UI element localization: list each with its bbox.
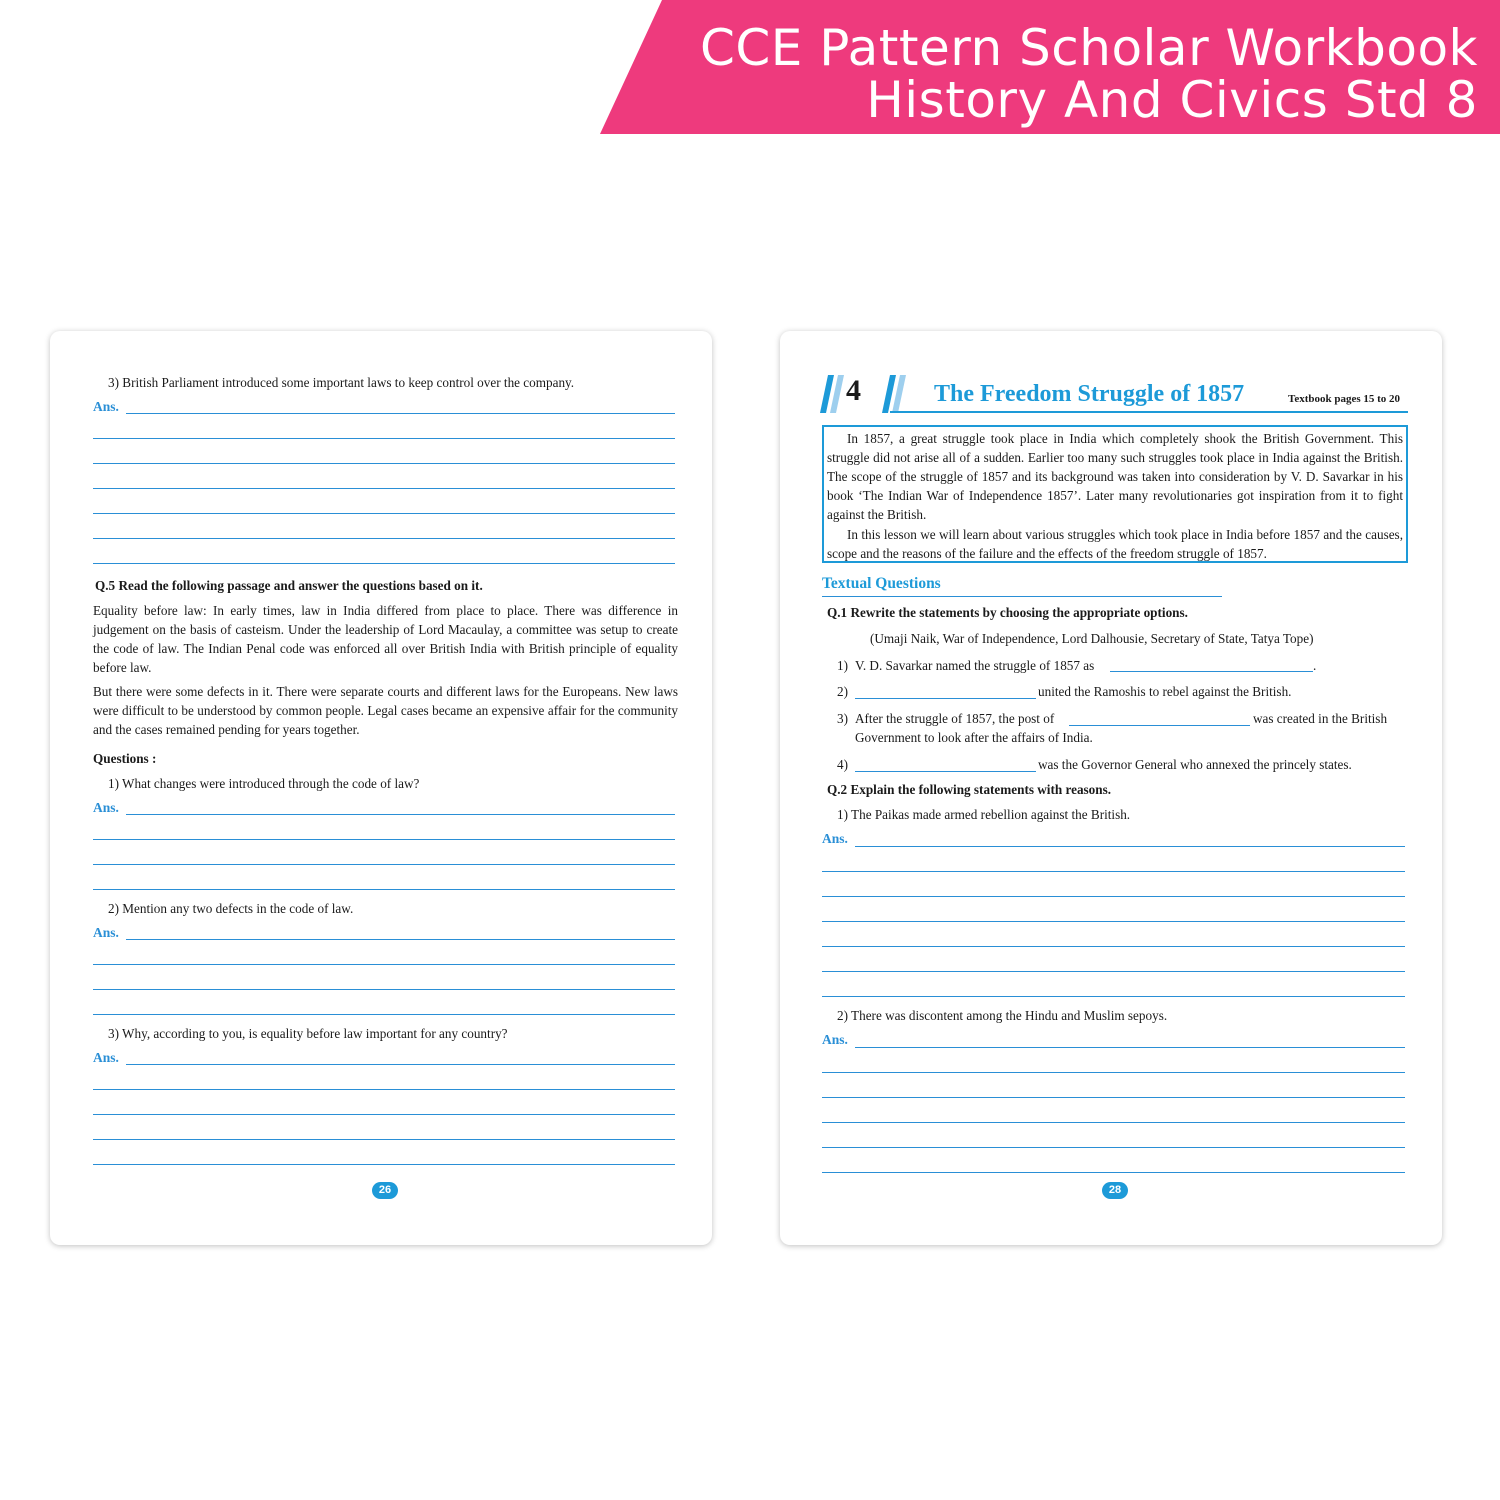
statement-number: 3)	[837, 711, 848, 726]
question-item: 2) Mention any two defects in the code of law.	[108, 901, 354, 916]
fill-blank[interactable]	[1069, 725, 1250, 726]
answer-line[interactable]	[93, 513, 675, 514]
answer-label: Ans.	[93, 399, 119, 414]
answer-label: Ans.	[93, 800, 119, 815]
answer-line[interactable]	[93, 839, 675, 840]
answer-line[interactable]	[93, 1089, 675, 1090]
passage-paragraph: But there were some defects in it. There were separate courts and different laws for the Europeans. New laws were difficult to be understood by common people. Legal cases became an expensive affair for the community and the cases remained pending for years together.	[93, 684, 678, 737]
question-item: 3) Why, according to you, is equality before law important for any country?	[108, 1026, 508, 1041]
answer-line[interactable]	[93, 889, 675, 890]
answer-line[interactable]	[822, 871, 1405, 872]
chapter-number: 4	[846, 374, 861, 407]
answer-label: Ans.	[93, 1050, 119, 1065]
answer-line[interactable]	[126, 413, 675, 414]
answer-line[interactable]	[93, 1114, 675, 1115]
right-page	[780, 331, 1442, 1245]
statement-number: 1)	[837, 658, 848, 673]
answer-line[interactable]	[822, 896, 1405, 897]
answer-line[interactable]	[822, 1097, 1405, 1098]
answer-line[interactable]	[822, 946, 1405, 947]
answer-line[interactable]	[126, 814, 675, 815]
answer-line[interactable]	[822, 1072, 1405, 1073]
answer-line[interactable]	[822, 1172, 1405, 1173]
answer-line[interactable]	[93, 989, 675, 990]
intro-paragraph: In this lesson we will learn about various struggles which took place in India before 1857 and the causes, scope and the reasons of the failure and the effects of the freedom struggle of 1857.	[827, 527, 1403, 561]
banner-title-line1: CCE Pattern Scholar Workbook	[699, 19, 1478, 77]
intro-paragraph: In 1857, a great struggle took place in India which completely shook the British Government. This struggle did not arise all of a sudden. Earlier too many such struggles took place in India against the British. The scope of the struggle of 1857 and its background was taken into consideration by V. D. Savarkar in his book ‘The Indian War of Independence 1857’. Later many revolutionaries got inspiration from it to fight against the British.	[827, 431, 1403, 522]
answer-line[interactable]	[822, 1122, 1405, 1123]
answer-line[interactable]	[855, 846, 1405, 847]
statement-text: .	[1313, 658, 1317, 673]
answer-label: Ans.	[822, 1032, 848, 1047]
answer-line[interactable]	[93, 463, 675, 464]
questions-label: Questions :	[93, 751, 157, 766]
section-heading: Textual Questions	[822, 575, 941, 592]
fill-blank[interactable]	[855, 771, 1036, 772]
statement-text: was created in the British	[1253, 711, 1388, 726]
answer-line[interactable]	[93, 1164, 675, 1165]
fill-blank[interactable]	[1110, 671, 1313, 672]
answer-line[interactable]	[93, 1014, 675, 1015]
answer-line[interactable]	[93, 864, 675, 865]
answer-line[interactable]	[126, 939, 675, 940]
answer-line[interactable]	[93, 488, 675, 489]
fill-blank[interactable]	[855, 698, 1036, 699]
answer-line[interactable]	[93, 964, 675, 965]
statement-text: was the Governor General who annexed the princely states.	[1038, 757, 1352, 772]
page-number: 26	[372, 1182, 398, 1199]
answer-label: Ans.	[822, 831, 848, 846]
question-item: 2) There was discontent among the Hindu and Muslim sepoys.	[837, 1008, 1168, 1023]
question-item: 1) The Paikas made armed rebellion against the British.	[837, 807, 1131, 822]
answer-line[interactable]	[822, 971, 1405, 972]
statement-number: 2)	[837, 684, 848, 699]
statement-text: V. D. Savarkar named the struggle of 1857 as	[855, 658, 1095, 673]
left-page	[50, 331, 712, 1245]
statement-text: Government to look after the affairs of India.	[855, 730, 1093, 745]
textbook-pages-note: Textbook pages 15 to 20	[1288, 393, 1401, 405]
question-item: 1) What changes were introduced through the code of law?	[108, 776, 420, 791]
question-heading: Q.1 Rewrite the statements by choosing the appropriate options.	[827, 605, 1188, 620]
section-underline	[822, 596, 1222, 597]
question-options: (Umaji Naik, War of Independence, Lord Dalhousie, Secretary of State, Tatya Tope)	[870, 631, 1314, 646]
answer-line[interactable]	[93, 563, 675, 564]
answer-line[interactable]	[855, 1047, 1405, 1048]
question-heading: Q.2 Explain the following statements with reasons.	[827, 782, 1112, 797]
page-number: 28	[1102, 1182, 1128, 1199]
chapter-title: The Freedom Struggle of 1857	[934, 381, 1245, 407]
question-item: 3) British Parliament introduced some important laws to keep control over the company.	[108, 375, 575, 390]
answer-label: Ans.	[93, 925, 119, 940]
answer-line[interactable]	[126, 1064, 675, 1065]
answer-line[interactable]	[93, 438, 675, 439]
passage-paragraph: Equality before law: In early times, law in India differed from place to place. There was difference in judgement on the basis of casteism. Under the leadership of Lord Macaulay, a committee was setup to create the code of law. The Indian Penal code was enforced all over British India with British principle of equality before law.	[93, 603, 678, 675]
answer-line[interactable]	[822, 1147, 1405, 1148]
statement-number: 4)	[837, 757, 848, 772]
statement-text: After the struggle of 1857, the post of	[855, 711, 1055, 726]
answer-line[interactable]	[822, 996, 1405, 997]
answer-line[interactable]	[93, 1139, 675, 1140]
answer-line[interactable]	[822, 921, 1405, 922]
banner-title-line2: History And Civics Std 8	[866, 71, 1478, 129]
question-heading: Q.5 Read the following passage and answer the questions based on it.	[95, 578, 483, 593]
statement-text: united the Ramoshis to rebel against the British.	[1038, 684, 1292, 699]
answer-line[interactable]	[93, 538, 675, 539]
